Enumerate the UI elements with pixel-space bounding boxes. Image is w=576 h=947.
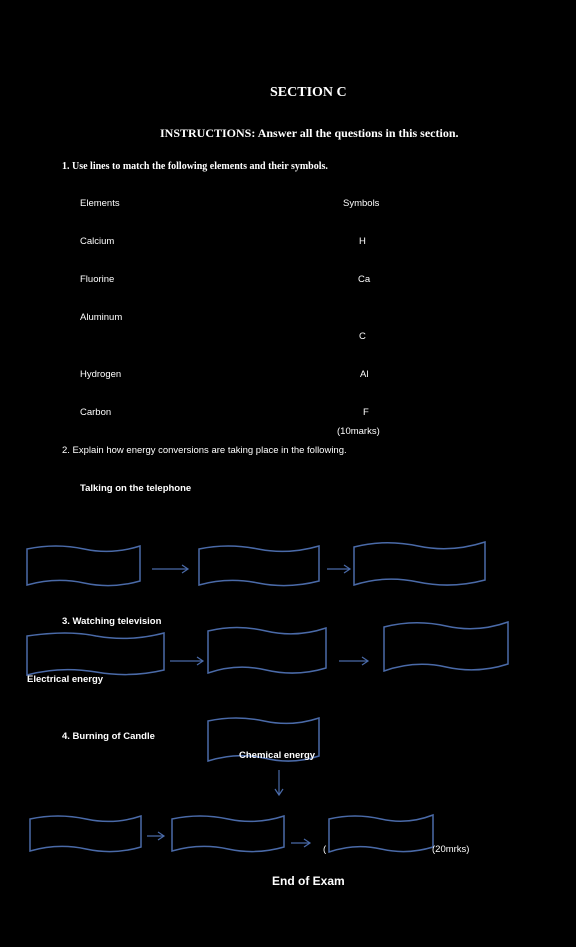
answer-box [384, 622, 508, 671]
answer-box [172, 816, 284, 852]
element-item: Calcium [80, 236, 115, 247]
symbols-header: Symbols [343, 198, 380, 209]
open-paren: ( [323, 844, 327, 855]
question-3-title: 3. Watching television [62, 616, 162, 627]
answer-box [30, 816, 141, 852]
answer-box [27, 633, 164, 675]
question-4-title: 4. Burning of Candle [62, 731, 155, 742]
instructions: INSTRUCTIONS: Answer all the questions in this section. [160, 126, 459, 140]
question-1-marks: (10marks) [337, 426, 380, 437]
symbol-item: F [363, 407, 369, 418]
question-4-marks: (20mrks) [432, 844, 470, 855]
element-item: Carbon [80, 407, 112, 418]
question-2-prompt: 2. Explain how energy conversions are taking place in the following. [62, 445, 347, 456]
answer-box [329, 815, 433, 852]
element-item: Hydrogen [80, 369, 122, 380]
element-item: Fluorine [80, 274, 115, 285]
electrical-energy-label: Electrical energy [27, 674, 104, 685]
section-title: SECTION C [270, 85, 347, 100]
elements-header: Elements [80, 198, 120, 209]
symbol-item: Ca [358, 274, 371, 285]
symbol-item: H [359, 236, 366, 247]
answer-box [354, 542, 485, 585]
end-of-exam: End of Exam [272, 874, 345, 888]
symbol-item: C [359, 331, 366, 342]
question-1-prompt: 1. Use lines to match the following elements and their symbols. [62, 161, 328, 172]
answer-box [208, 628, 326, 674]
symbol-item: Al [360, 369, 369, 380]
question-2-subtitle: Talking on the telephone [80, 483, 192, 494]
answer-box [199, 546, 319, 586]
element-item: Aluminum [80, 312, 123, 323]
answer-box [27, 546, 140, 586]
chemical-energy-label: Chemical energy [239, 750, 316, 761]
